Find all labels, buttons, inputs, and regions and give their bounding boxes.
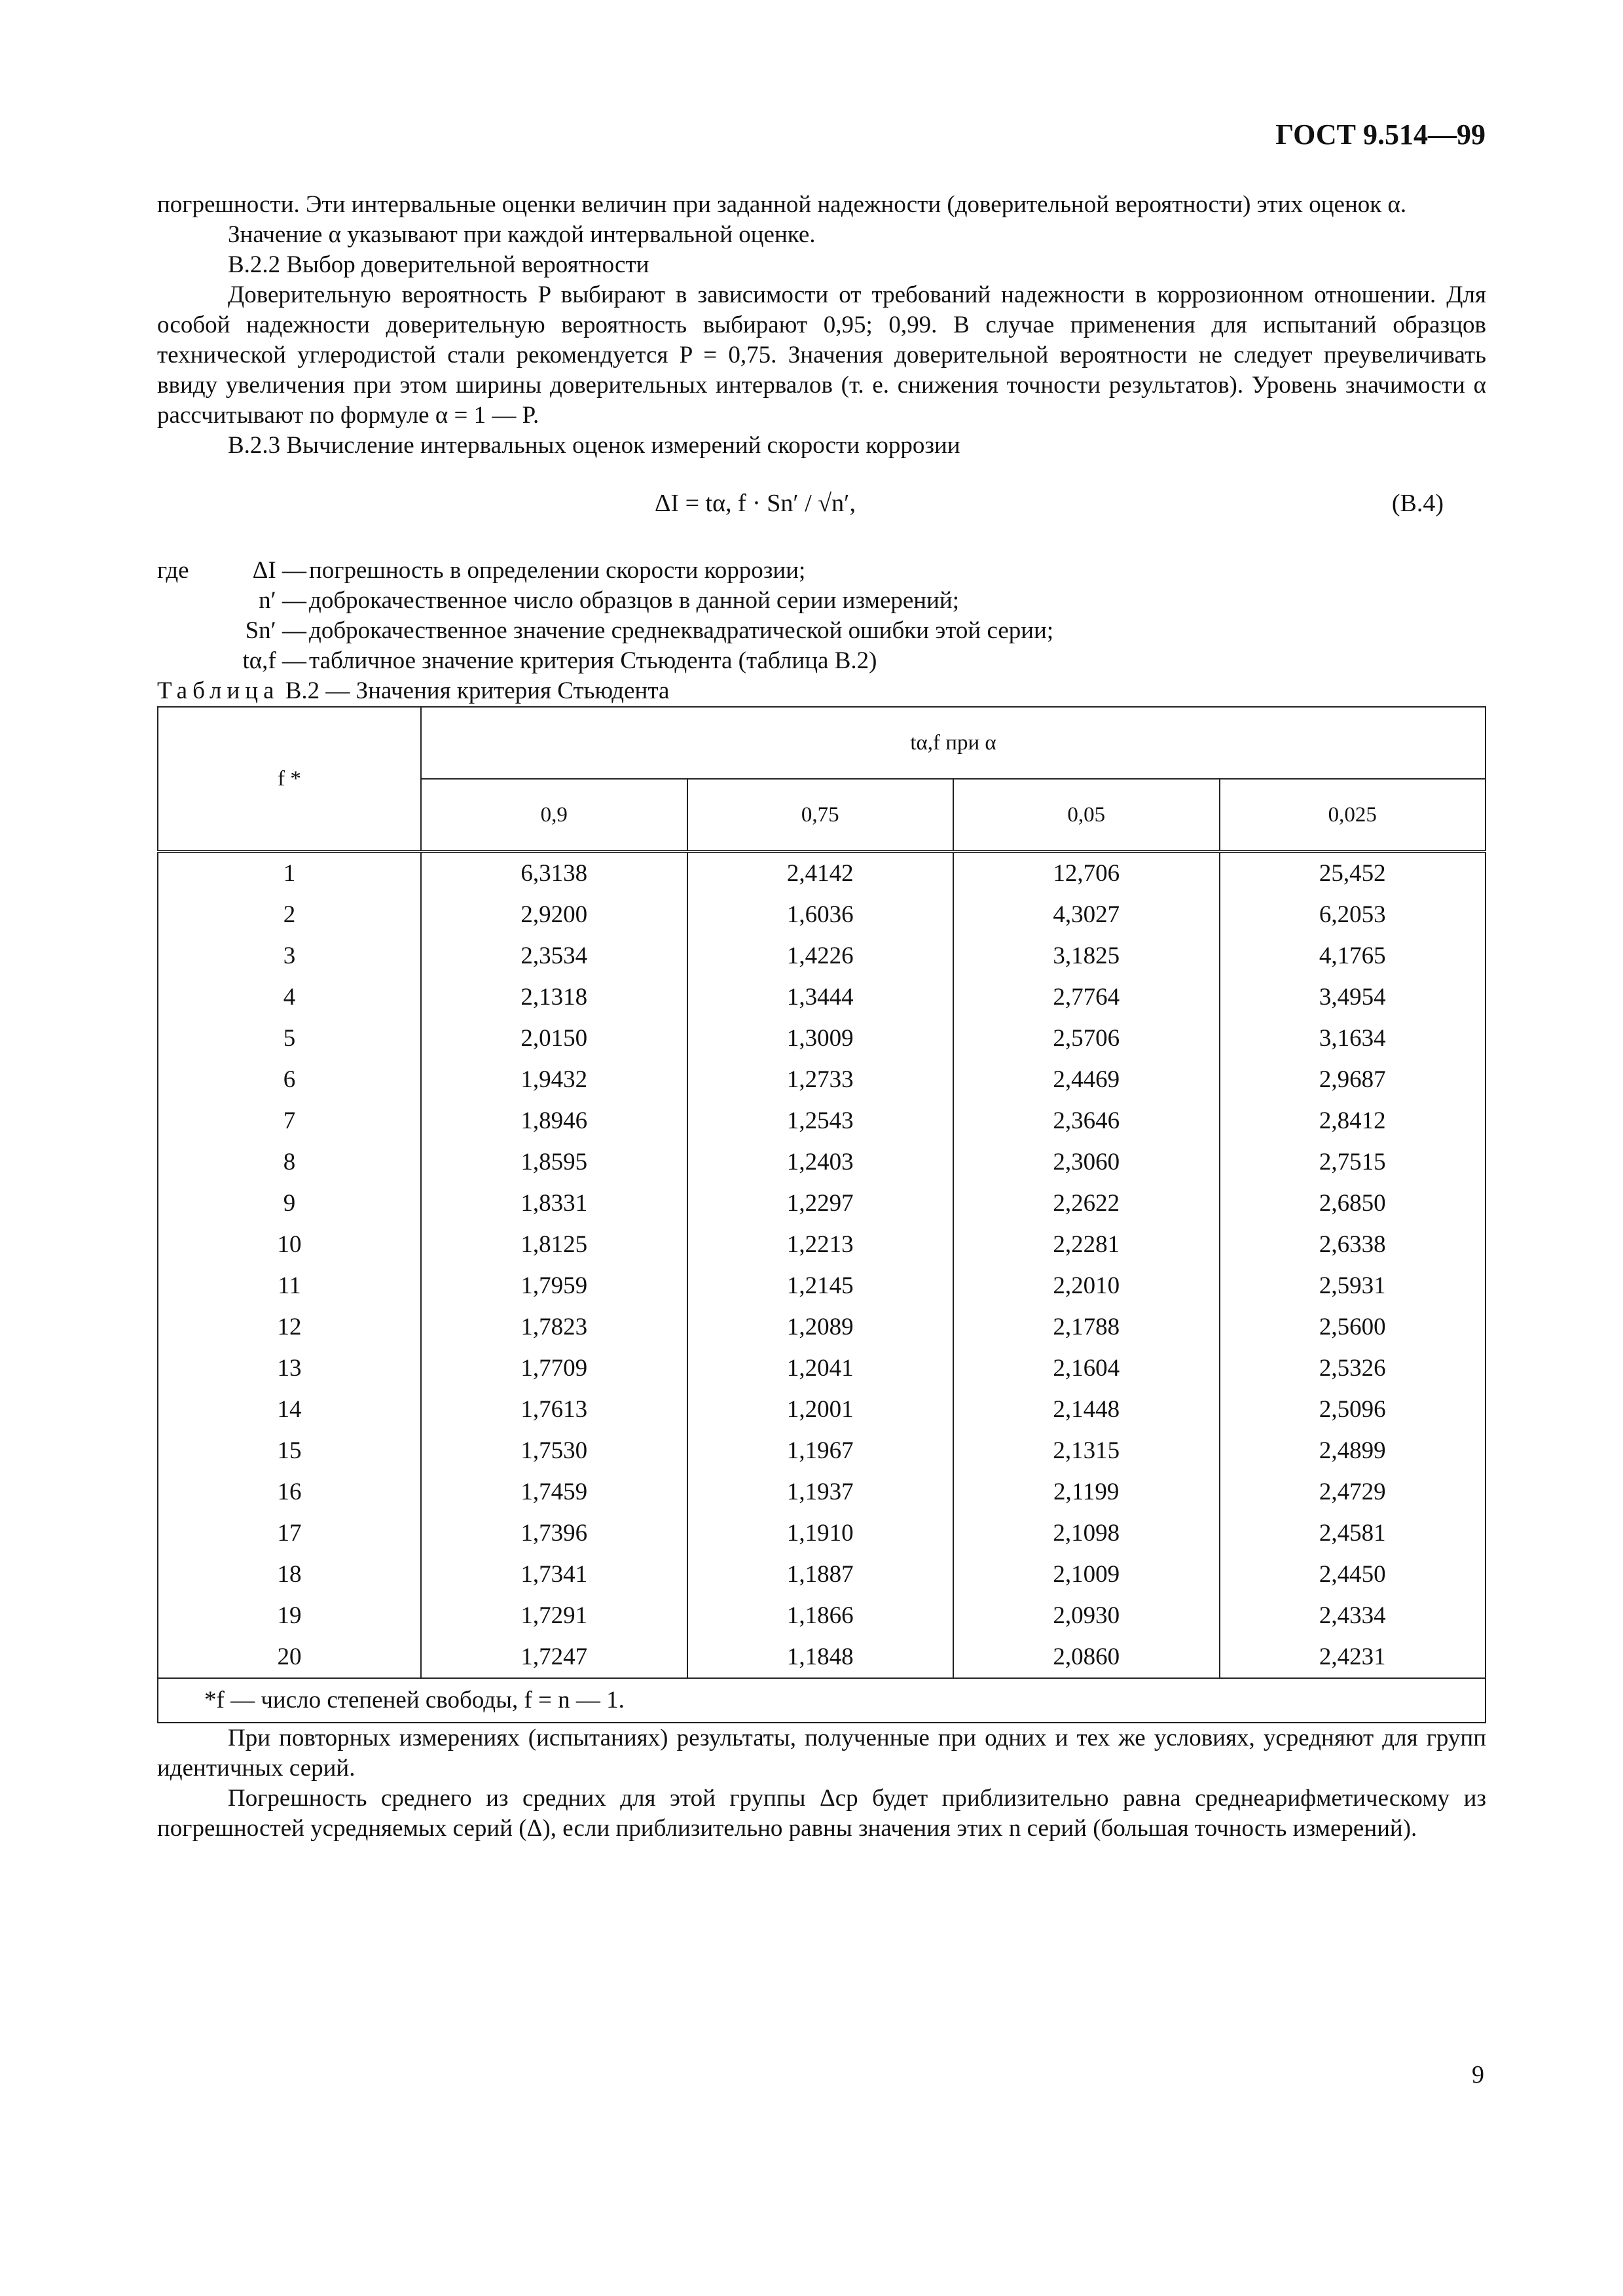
cell-f: 10 <box>158 1224 421 1265</box>
table-row <box>158 1059 1486 1100</box>
cell-value: 1,7709 <box>421 1348 687 1389</box>
cell-value: 6,3138 <box>421 852 687 894</box>
cell-value: 2,5706 <box>953 1018 1220 1059</box>
table-row <box>158 1265 1486 1306</box>
definition-text: доброкачественное число образцов в данной серии измерений; <box>309 587 959 614</box>
cell-f: 18 <box>158 1554 421 1595</box>
cell-value: 2,1315 <box>953 1430 1220 1471</box>
table-row <box>158 1513 1486 1554</box>
cell-f: 20 <box>158 1636 421 1678</box>
cell-value: 1,9432 <box>421 1059 687 1100</box>
cell-value: 1,2297 <box>687 1183 954 1224</box>
paragraph-alpha-note: Значение α указывают при каждой интервальной оценке. <box>228 221 816 248</box>
cell-value: 2,4729 <box>1220 1471 1486 1513</box>
cell-value: 2,8412 <box>1220 1100 1486 1141</box>
page-body <box>157 190 1486 1844</box>
cell-value: 2,5600 <box>1220 1306 1486 1348</box>
cell-value: 2,9200 <box>421 894 687 935</box>
cell-value: 1,4226 <box>687 935 954 977</box>
table-row <box>158 1141 1486 1183</box>
cell-value: 2,0930 <box>953 1595 1220 1636</box>
table-row <box>158 1554 1486 1595</box>
header-alpha: 0,05 <box>953 779 1220 852</box>
cell-value: 25,452 <box>1220 852 1486 894</box>
definition-symbol: ΔI — <box>252 557 306 584</box>
cell-value: 1,2213 <box>687 1224 954 1265</box>
table-body <box>158 852 1486 1678</box>
cell-value: 1,3009 <box>687 1018 954 1059</box>
definitions-list <box>157 556 1486 676</box>
cell-f: 4 <box>158 977 421 1018</box>
header-alpha: 0,025 <box>1220 779 1486 852</box>
cell-value: 1,2089 <box>687 1306 954 1348</box>
cell-value: 3,1634 <box>1220 1018 1486 1059</box>
section-heading-b22: В.2.2 Выбор доверительной вероятности <box>228 251 649 278</box>
cell-value: 2,9687 <box>1220 1059 1486 1100</box>
cell-value: 2,4899 <box>1220 1430 1486 1471</box>
paragraph-intro: погрешности. Эти интервальные оценки величин при заданной надежности (доверительной вероятности) этих оценок α. <box>157 191 1407 218</box>
definitions-lead: где <box>157 557 189 584</box>
cell-value: 2,4450 <box>1220 1554 1486 1595</box>
cell-f: 16 <box>158 1471 421 1513</box>
cell-f: 19 <box>158 1595 421 1636</box>
cell-f: 14 <box>158 1389 421 1430</box>
cell-f: 9 <box>158 1183 421 1224</box>
cell-value: 6,2053 <box>1220 894 1486 935</box>
cell-value: 1,2001 <box>687 1389 954 1430</box>
cell-value: 2,4469 <box>953 1059 1220 1100</box>
definition-symbol: Sn′ — <box>245 617 306 644</box>
table-row <box>158 1224 1486 1265</box>
cell-value: 2,0860 <box>953 1636 1220 1678</box>
cell-f: 13 <box>158 1348 421 1389</box>
cell-value: 1,8946 <box>421 1100 687 1141</box>
cell-value: 1,8331 <box>421 1183 687 1224</box>
table-row <box>158 1595 1486 1636</box>
cell-value: 2,6338 <box>1220 1224 1486 1265</box>
table-caption-prefix: Таблица <box>157 677 280 704</box>
cell-value: 2,1604 <box>953 1348 1220 1389</box>
cell-value: 1,2543 <box>687 1100 954 1141</box>
header-t-alpha: tα,f при α <box>421 707 1486 779</box>
header-alpha: 0,9 <box>421 779 687 852</box>
cell-f: 15 <box>158 1430 421 1471</box>
cell-value: 2,7515 <box>1220 1141 1486 1183</box>
definition-symbol: tα,f — <box>242 647 306 674</box>
cell-value: 2,4334 <box>1220 1595 1486 1636</box>
table-row <box>158 1348 1486 1389</box>
definition-item <box>157 586 1486 616</box>
table-row <box>158 1471 1486 1513</box>
definition-text: погрешность в определении скорости коррозии; <box>309 557 806 584</box>
table-caption-text: В.2 — Значения критерия Стьюдента <box>285 677 670 704</box>
cell-value: 1,7959 <box>421 1265 687 1306</box>
definition-item <box>157 616 1486 646</box>
cell-f: 3 <box>158 935 421 977</box>
cell-value: 1,1967 <box>687 1430 954 1471</box>
header-degrees-freedom: f * <box>158 707 421 852</box>
cell-value: 1,7341 <box>421 1554 687 1595</box>
paragraph-mean-error: Погрешность среднего из средних для этой группы Δср будет приблизительно равна среднеарифметическому из погрешностей усредняемых серий (Δ), если приблизительно равны значения этих n серий (большая точность измерений). <box>157 1785 1486 1842</box>
cell-f: 2 <box>158 894 421 935</box>
formula-b4 <box>157 475 1486 544</box>
cell-value: 2,4142 <box>687 852 954 894</box>
cell-f: 12 <box>158 1306 421 1348</box>
cell-value: 3,4954 <box>1220 977 1486 1018</box>
table-row <box>158 935 1486 977</box>
table-row <box>158 1389 1486 1430</box>
cell-f: 11 <box>158 1265 421 1306</box>
cell-value: 1,7291 <box>421 1595 687 1636</box>
cell-value: 1,7459 <box>421 1471 687 1513</box>
definition-text: табличное значение критерия Стьюдента (таблица В.2) <box>309 647 877 674</box>
cell-value: 2,1788 <box>953 1306 1220 1348</box>
table-row <box>158 1306 1486 1348</box>
cell-value: 2,1098 <box>953 1513 1220 1554</box>
definition-item <box>157 646 1486 676</box>
cell-value: 12,706 <box>953 852 1220 894</box>
cell-value: 2,2622 <box>953 1183 1220 1224</box>
cell-value: 1,8125 <box>421 1224 687 1265</box>
cell-value: 2,0150 <box>421 1018 687 1059</box>
cell-f: 6 <box>158 1059 421 1100</box>
cell-value: 2,1009 <box>953 1554 1220 1595</box>
student-criteria-table <box>157 706 1486 1723</box>
cell-f: 1 <box>158 852 421 894</box>
cell-value: 1,7247 <box>421 1636 687 1678</box>
cell-f: 17 <box>158 1513 421 1554</box>
definition-item <box>157 556 1486 586</box>
table-row <box>158 1183 1486 1224</box>
definition-symbol: n′ — <box>259 587 306 614</box>
cell-value: 2,3534 <box>421 935 687 977</box>
cell-value: 2,2281 <box>953 1224 1220 1265</box>
cell-f: 7 <box>158 1100 421 1141</box>
cell-value: 1,1937 <box>687 1471 954 1513</box>
paragraph-confidence: Доверительную вероятность P выбирают в зависимости от требований надежности в коррозионном отношении. Для особой надежности доверительную вероятность выбирают 0,95; 0,99. В случае применения для испытаний образцов технической углеродистой стали рекомендуется P = 0,75. Значения доверительной вероятности не следует преувеличивать ввиду увеличения при этом ширины доверительных интервалов (т. е. снижения точности результатов). Уровень значимости α рассчитывают по формуле α = 1 — P. <box>157 281 1486 429</box>
table-row <box>158 1100 1486 1141</box>
cell-value: 1,1848 <box>687 1636 954 1678</box>
formula-number: (В.4) <box>1391 490 1444 517</box>
paragraph-repeated-measurements: При повторных измерениях (испытаниях) результаты, полученные при одних и тех же условиях, усредняют для групп идентичных серий. <box>157 1725 1486 1782</box>
cell-value: 2,4581 <box>1220 1513 1486 1554</box>
cell-value: 1,6036 <box>687 894 954 935</box>
table-caption <box>157 676 1486 706</box>
cell-value: 1,1910 <box>687 1513 954 1554</box>
table-row <box>158 894 1486 935</box>
cell-value: 1,2145 <box>687 1265 954 1306</box>
cell-value: 1,1887 <box>687 1554 954 1595</box>
header-alpha: 0,75 <box>687 779 954 852</box>
definition-text: доброкачественное значение среднеквадратической ошибки этой серии; <box>309 617 1054 644</box>
formula-expression: ΔI = tα, f · Sn′ / √n′, <box>655 490 856 517</box>
cell-value: 2,5326 <box>1220 1348 1486 1389</box>
cell-value: 2,3646 <box>953 1100 1220 1141</box>
cell-value: 1,3444 <box>687 977 954 1018</box>
cell-f: 5 <box>158 1018 421 1059</box>
cell-value: 2,6850 <box>1220 1183 1486 1224</box>
table-row <box>158 1636 1486 1678</box>
cell-value: 2,4231 <box>1220 1636 1486 1678</box>
cell-value: 2,3060 <box>953 1141 1220 1183</box>
cell-value: 1,8595 <box>421 1141 687 1183</box>
table-row <box>158 852 1486 894</box>
cell-value: 1,7530 <box>421 1430 687 1471</box>
cell-value: 1,1866 <box>687 1595 954 1636</box>
table-row <box>158 1430 1486 1471</box>
cell-value: 1,2403 <box>687 1141 954 1183</box>
cell-value: 2,2010 <box>953 1265 1220 1306</box>
cell-value: 2,7764 <box>953 977 1220 1018</box>
section-heading-b23: В.2.3 Вычисление интервальных оценок измерений скорости коррозии <box>228 432 960 459</box>
table-row <box>158 1018 1486 1059</box>
cell-value: 1,7613 <box>421 1389 687 1430</box>
cell-value: 1,2733 <box>687 1059 954 1100</box>
cell-value: 1,7823 <box>421 1306 687 1348</box>
document-code: ГОСТ 9.514—99 <box>1275 118 1486 151</box>
cell-value: 2,1199 <box>953 1471 1220 1513</box>
cell-f: 8 <box>158 1141 421 1183</box>
cell-value: 2,5931 <box>1220 1265 1486 1306</box>
cell-value: 1,2041 <box>687 1348 954 1389</box>
cell-value: 4,1765 <box>1220 935 1486 977</box>
table-row <box>158 977 1486 1018</box>
cell-value: 1,7396 <box>421 1513 687 1554</box>
cell-value: 2,1448 <box>953 1389 1220 1430</box>
page-number: 9 <box>1472 2061 1484 2089</box>
cell-value: 4,3027 <box>953 894 1220 935</box>
cell-value: 3,1825 <box>953 935 1220 977</box>
cell-value: 2,5096 <box>1220 1389 1486 1430</box>
cell-value: 2,1318 <box>421 977 687 1018</box>
table-footnote: *f — число степеней свободы, f = n — 1. <box>158 1678 1486 1723</box>
